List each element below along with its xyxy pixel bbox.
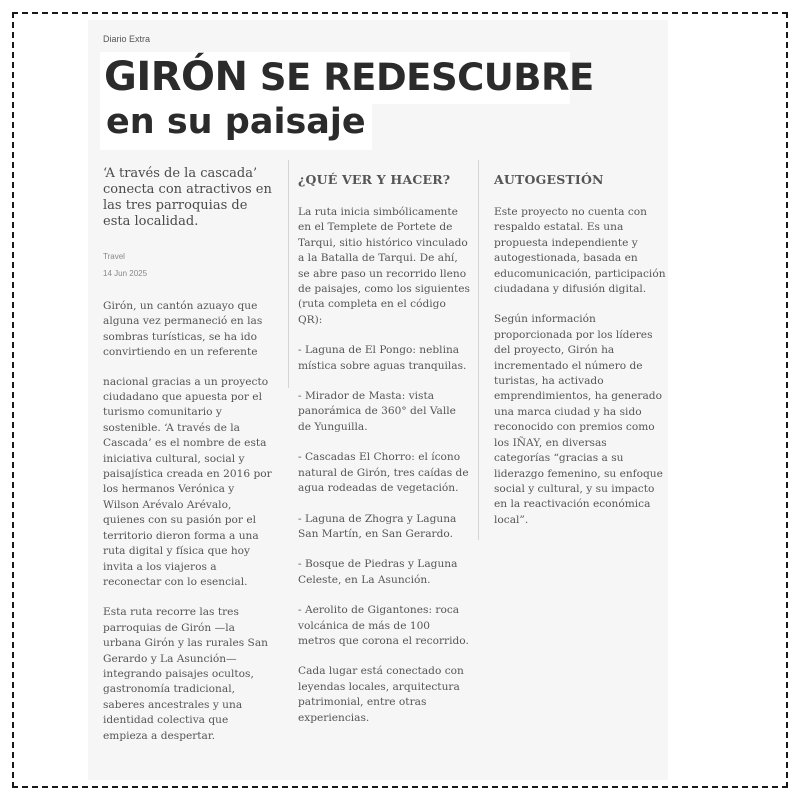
list-item: - Laguna de El Pongo: neblina mística sobre aguas tranquilas. [298,344,467,372]
list-item: - Laguna de Zhogra y Laguna San Martín, en San Gerardo. [298,512,457,540]
paragraph: Girón, un cantón azuayo que alguna vez permaneció en las sombras turísticas, se ha ido convirtiendo en un referente [103,300,263,359]
column-3 [494,172,666,528]
paragraph: Esta ruta recorre las tres parroquias de Girón —la urbana Girón y las rurales San Gerardo y La Asunción— integrando paisajes ocultos, gastronomía tradicional, saberes ancestrales y una identidad colectiva que empieza a despertar. [103,606,268,742]
section-heading-que-ver: ¿QUÉ VER Y HACER? [298,172,451,187]
headline-word-rest: SE REDESCUBRE [259,56,594,99]
list-item: - Bosque de Piedras y Laguna Celeste, en La Asunción. [298,558,458,586]
section-heading-autogestion: AUTOGESTIÓN [494,172,604,187]
publish-date: 14 Jun 2025 [103,269,148,278]
paragraph: Según información proporcionada por los líderes del proyecto, Girón ha incrementado el número de turistas, ha activado emprendimientos, ha generado una marca ciudad y ha sido reconocido con premios como los IÑAY, en diversas categorías “gracias a su liderazgo femenino, su enfoque social y cultural, y su impacto en la reactivación económica local”. [494,313,663,526]
headline-line-2: en su paisaje [106,102,366,142]
column-divider-1 [288,160,289,388]
paragraph: nacional gracias a un proyecto ciudadano que apuesta por el turismo comunitario y sostenible. ‘A través de la Cascada’ es el nombre de esta iniciativa cultural, social y paisajística creada en 2016 por los hermanos Verónica y Wilson Arévalo Arévalo, quienes con su pasión por el territorio dieron forma a una ruta digital y física que hoy invita a los viajeros a reconectar con lo esencial. [103,375,272,588]
headline-word-giron: GIRÓN [104,54,248,100]
source-label: Diario Extra [103,34,151,44]
paragraph: Cada lugar está conectado con leyendas locales, arquitectura patrimonial, entre otras experiencias. [298,665,464,724]
column-1 [103,166,273,744]
list-item: - Aerolito de Gigantones: roca volcánica de más de 100 metros que corona el recorrido. [298,604,469,647]
column-divider-2 [478,160,479,540]
paragraph: Este proyecto no cuenta con respaldo estatal. Es una propuesta independiente y autogestionada, basada en educomunicación, participación ciudadana y difusión digital. [494,206,666,296]
article-subtitle: ‘A través de la cascada’ conecta con atractivos en las tres parroquias de esta localidad. [103,166,272,229]
headline-line-1 [104,54,594,100]
column-2 [298,172,470,726]
list-item: - Mirador de Masta: vista panorámica de 360° del Valle de Yunguilla. [298,390,456,433]
section-label: Travel [103,252,125,261]
list-item: - Cascadas El Chorro: el ícono natural de Girón, tres caídas de agua rodeadas de vegetación. [298,451,469,495]
paragraph: La ruta inicia simbólicamente en el Templete de Portete de Tarqui, sitio histórico vinculado a la Batalla de Tarqui. De ahí, se abre paso un recorrido lleno de paisajes, como los siguientes (ruta completa en el código QR): [298,206,470,326]
